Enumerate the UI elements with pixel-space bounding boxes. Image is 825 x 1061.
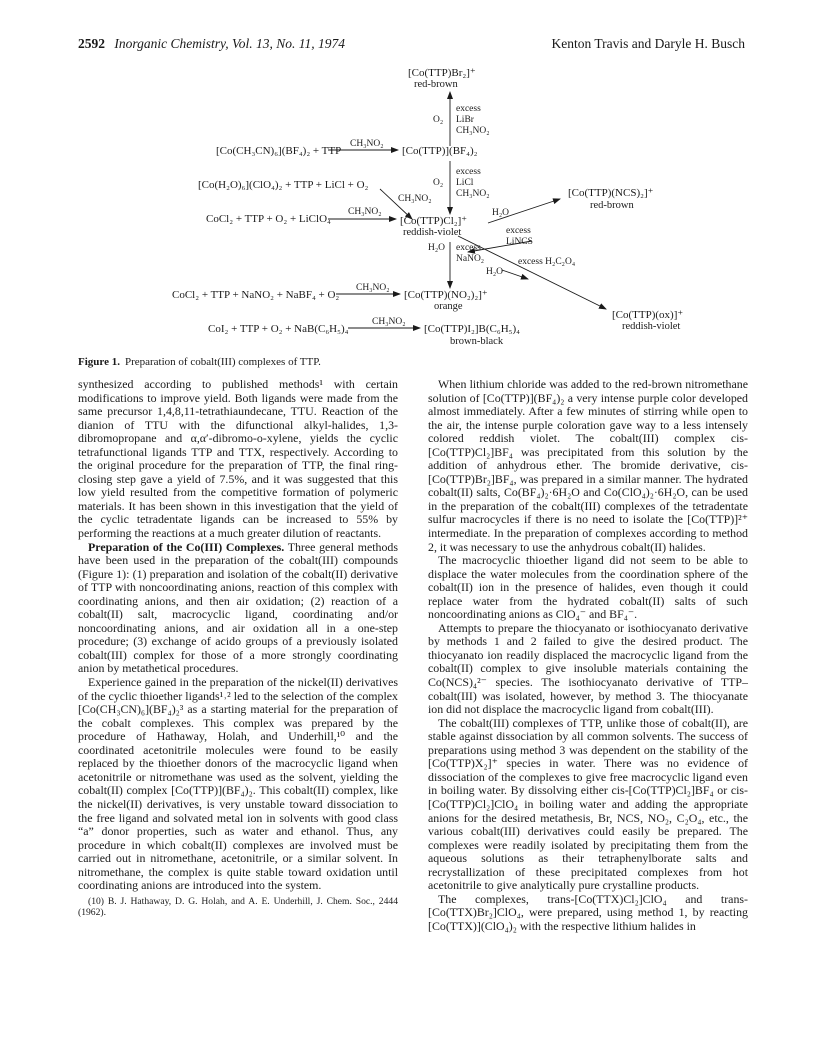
reaction-scheme	[0, 56, 825, 356]
scheme-nitro-color: orange	[434, 301, 463, 312]
scheme-solvent-1: CH₃NO₂	[350, 139, 384, 149]
scheme-ncs-product: [Co(TTP)(NCS)₂]⁺	[568, 187, 654, 199]
footnote: (10) B. J. Hathaway, D. G. Holah, and A. E. Underhill, J. Chem. Soc., 2444 (1962).	[78, 895, 398, 918]
scheme-excess-1: excess	[456, 104, 481, 114]
scheme-excess-4: excess	[456, 243, 481, 253]
paragraph: The complexes, trans-[Co(TTX)Cl₂]ClO₄ and trans-[Co(TTX)Br₂]ClO₄, were prepared, using method 1, by reacting [Co(TTX)](ClO₄)₂ with the respective lithium halides in	[428, 891, 748, 933]
scheme-ch3no2-2: CH₃NO₂	[456, 189, 490, 199]
running-header-authors: Kenton Travis and Daryle H. Busch	[551, 36, 745, 51]
scheme-top-cation: [Co(TTP)Br₂]⁺	[408, 67, 476, 79]
paragraph: When lithium chloride was added to the red-brown nitromethane solution of [Co(TTP)](BF₄)₂ a very intense purple color developed almost immediately. After a few minutes of stirring while open to the air, the intense purple coloration gave way to a less intensely colored reddish violet. The cobalt(III) complex cis-[Co(TTP)Cl₂]BF₄ was precipitated from this solution by the addition of anhydrous ether. The bromide derivative, cis-[Co(TTP)Br₂]BF₄, was prepared in a similar manner. The hydrated cobalt(II) salts, Co(BF₄)₂·6H₂O and Co(ClO₄)₂·6H₂O, can be used in the preparation of the cobalt(III) complexes of the tetradentate sulfur macrocycles if there is no need to isolate the [Co(TTP)]²⁺ intermediate. In the preparation of complexes according to method 2, it was necessary to use the anhydrous cobalt(II) halides.	[428, 377, 748, 554]
page-number: 2592	[78, 36, 105, 51]
scheme-iodo-product: [Co(TTP)I₂]B(C₆H₅)₄	[424, 323, 520, 335]
scheme-solvent-4: CH₃NO₂	[356, 283, 390, 293]
scheme-o2-2: O₂	[433, 178, 444, 188]
scheme-libr: LiBr	[456, 115, 474, 125]
paragraph-text: Three general methods have been used in the preparation of the cobalt(III) compounds (Figure 1): (1) preparation and isolation of the cobalt(II) derivative of TTP with noncoordinating anions, reaction of this complex with coordinating anions, and then air oxidation; (2) reaction of a cobalt(II) salt, macrocyclic ligand, coordinating and/or noncoordinating anions, and air oxidation all in a one-step procedure; (3) exchange of acido groups of a previously isolated cobalt(III) complex for those of a more strongly coordinating anion by metathetical procedures.	[78, 539, 398, 676]
scheme-reactant-3: CoCl₂ + TTP + O₂ + LiClO₄	[206, 213, 331, 225]
figure-label: Figure 1.	[78, 356, 120, 368]
scheme-cis-cl2-color: reddish-violet	[403, 227, 462, 238]
scheme-co-ttp-bf4: [Co(TTP)](BF₄)₂	[402, 145, 478, 157]
left-column	[78, 378, 398, 918]
scheme-h2o-1: H₂O	[492, 208, 510, 218]
scheme-licl: LiCl	[456, 178, 474, 188]
running-header-left	[78, 36, 345, 52]
journal-citation: Inorganic Chemistry, Vol. 13, No. 11, 1974	[114, 36, 345, 51]
scheme-solvent-5: CH₃NO₂	[372, 317, 406, 327]
paragraph: Attempts to prepare the thiocyanato or isothiocyanato derivative by methods 1 and 2 failed to give the desired product. The thiocyanato ion readily displaced the macrocyclic ligand from the cobalt(II) complex to give insoluble materials containing the Co(NCS)₄²⁻ species. The isothiocyanato derivative of TTP–cobalt(III) was isolated, however, by method 3. The thiocyanate ion did not displace the macrocyclic ligand from cobalt(III).	[428, 620, 748, 717]
paragraph: The macrocyclic thioether ligand did not seem to be able to displace the water molecules from the coordination sphere of the cobalt(II) ion in the presence of halides, even though it could replace water from the hydrated cobalt(II) salts of such noncoordinating anions as ClO₄⁻ and BF₄⁻.	[428, 553, 748, 622]
paragraph: synthesized according to published methods¹ with certain modifications to improve yield. Both ligands were made from the same precursor 1,4,8,11-tetrathiaundecane, TTU. Reaction of the dianion of TTU with the difunctional alkyl-halides, 1,3-dibromopropane and α,α′-dibromo-o-xylene, yields the cyclic tetrafunctional ligands TTP and TTX, respectively. According to the original procedure for the preparation of TTP, the final ring-closing step gave a yield of 7.5%, and it was suggested that this low yield resulted from the competitive formation of polymeric materials. It has been shown in this investigation that the yield of the cyclic tetradentate ligands can be increased to 55% by performing the reactions at a much greater dilution of reactants.	[78, 377, 398, 541]
scheme-nano2: NaNO₂	[456, 254, 485, 264]
section-heading: Preparation of the Co(III) Complexes.	[88, 539, 285, 554]
paragraph-preparation	[78, 541, 398, 676]
scheme-solvent-3: CH₃NO₂	[348, 207, 382, 217]
scheme-lincs: LiNCS	[506, 237, 533, 247]
paragraph: Experience gained in the preparation of the nickel(II) derivatives of the cyclic thioether ligands¹˒² led to the selection of the complex [Co(CH₃CN)₆](BF₄)₂³ as a starting material for the preparation of the cobalt complexes. This complex was prepared by the procedure of Hathaway, Holah, and Underhill,¹⁰ and the coordinated acetonitrile molecules were found to be easily replaced by the thioether donors of the macrocyclic ligand when acetonitrile or nitromethane was used as the solvent, yielding the cobalt(II) complex [Co(TTP)](BF₄)₂. This cobalt(II) complex, like the nickel(II) derivatives, is very unstable toward dissociation to the free ligand and solvated metal ion in solvents with good class “a” donor properties, such as water and ethanol. Thus, any procedure in which cobalt(II) complexes are involved must be carried out in nitromethane, acetonitrile, or a similar solvent. In nitromethane, the complex is quite stable toward oxidation until coordinating anions are introduced into the system.	[78, 675, 398, 893]
scheme-excess-2: excess	[456, 167, 481, 177]
scheme-ox-color: reddish-violet	[622, 321, 681, 332]
scheme-nitro-product: [Co(TTP)(NO₂)₂]⁺	[404, 289, 488, 301]
scheme-top-color: red-brown	[414, 79, 458, 90]
scheme-o2-1: O₂	[433, 115, 444, 125]
scheme-excess-3: excess	[506, 226, 531, 236]
scheme-reactant-4: CoCl₂ + TTP + NaNO₂ + NaBF₄ + O₂	[172, 289, 340, 301]
scheme-ch3no2-1: CH₃NO₂	[456, 126, 490, 136]
figure-caption	[78, 356, 321, 368]
arrow-ox-from-nitro	[502, 270, 528, 279]
scheme-ncs-color: red-brown	[590, 200, 634, 211]
scheme-reactant-2: [Co(H₂O)₆](ClO₄)₂ + TTP + LiCl + O₂	[198, 179, 369, 191]
scheme-excess-h2c2o4: excess H₂C₂O₄	[518, 257, 576, 267]
scheme-h2o-2: H₂O	[428, 243, 446, 253]
scheme-diag-solvent: CH₃NO₂	[398, 194, 432, 204]
scheme-cis-cl2: [Co(TTP)Cl₂]⁺	[400, 215, 468, 227]
scheme-h2o-3: H₂O	[486, 267, 504, 277]
scheme-iodo-color: brown-black	[450, 336, 504, 347]
right-column	[428, 378, 748, 933]
figure-caption-text: Preparation of cobalt(III) complexes of TTP.	[124, 356, 321, 368]
scheme-ox-product: [Co(TTP)(ox)]⁺	[612, 309, 684, 321]
scheme-reactant-1: [Co(CH₃CN)₆](BF₄)₂ + TTP	[216, 145, 342, 157]
scheme-reactant-5: CoI₂ + TTP + O₂ + NaB(C₆H₅)₄	[208, 323, 349, 335]
paragraph: The cobalt(III) complexes of TTP, unlike those of cobalt(II), are stable against dissociation by all common solvents. The success of preparations using method 3 was dependent on the stability of the [Co(TTP)X₂]⁺ species in water. There was no evidence of dissociation of the complexes to give free macrocyclic ligand even in boiling water. By dissolving either cis-[Co(TTP)Cl₂]BF₄ or cis-[Co(TTP)Cl₂]ClO₄ in boiling water and adding the appropriate anions for the desired metathesis, Br, NCS, NO₂, C₂O₄, etc., the various cobalt(III) derivatives could easily be prepared. The complexes were readily isolated by precipitating them from the aqueous solutions as their tetraphenylborate salts and recrystallization of these precipitated complexes from hot acetonitrile to give analytically pure crystalline products.	[428, 715, 748, 893]
